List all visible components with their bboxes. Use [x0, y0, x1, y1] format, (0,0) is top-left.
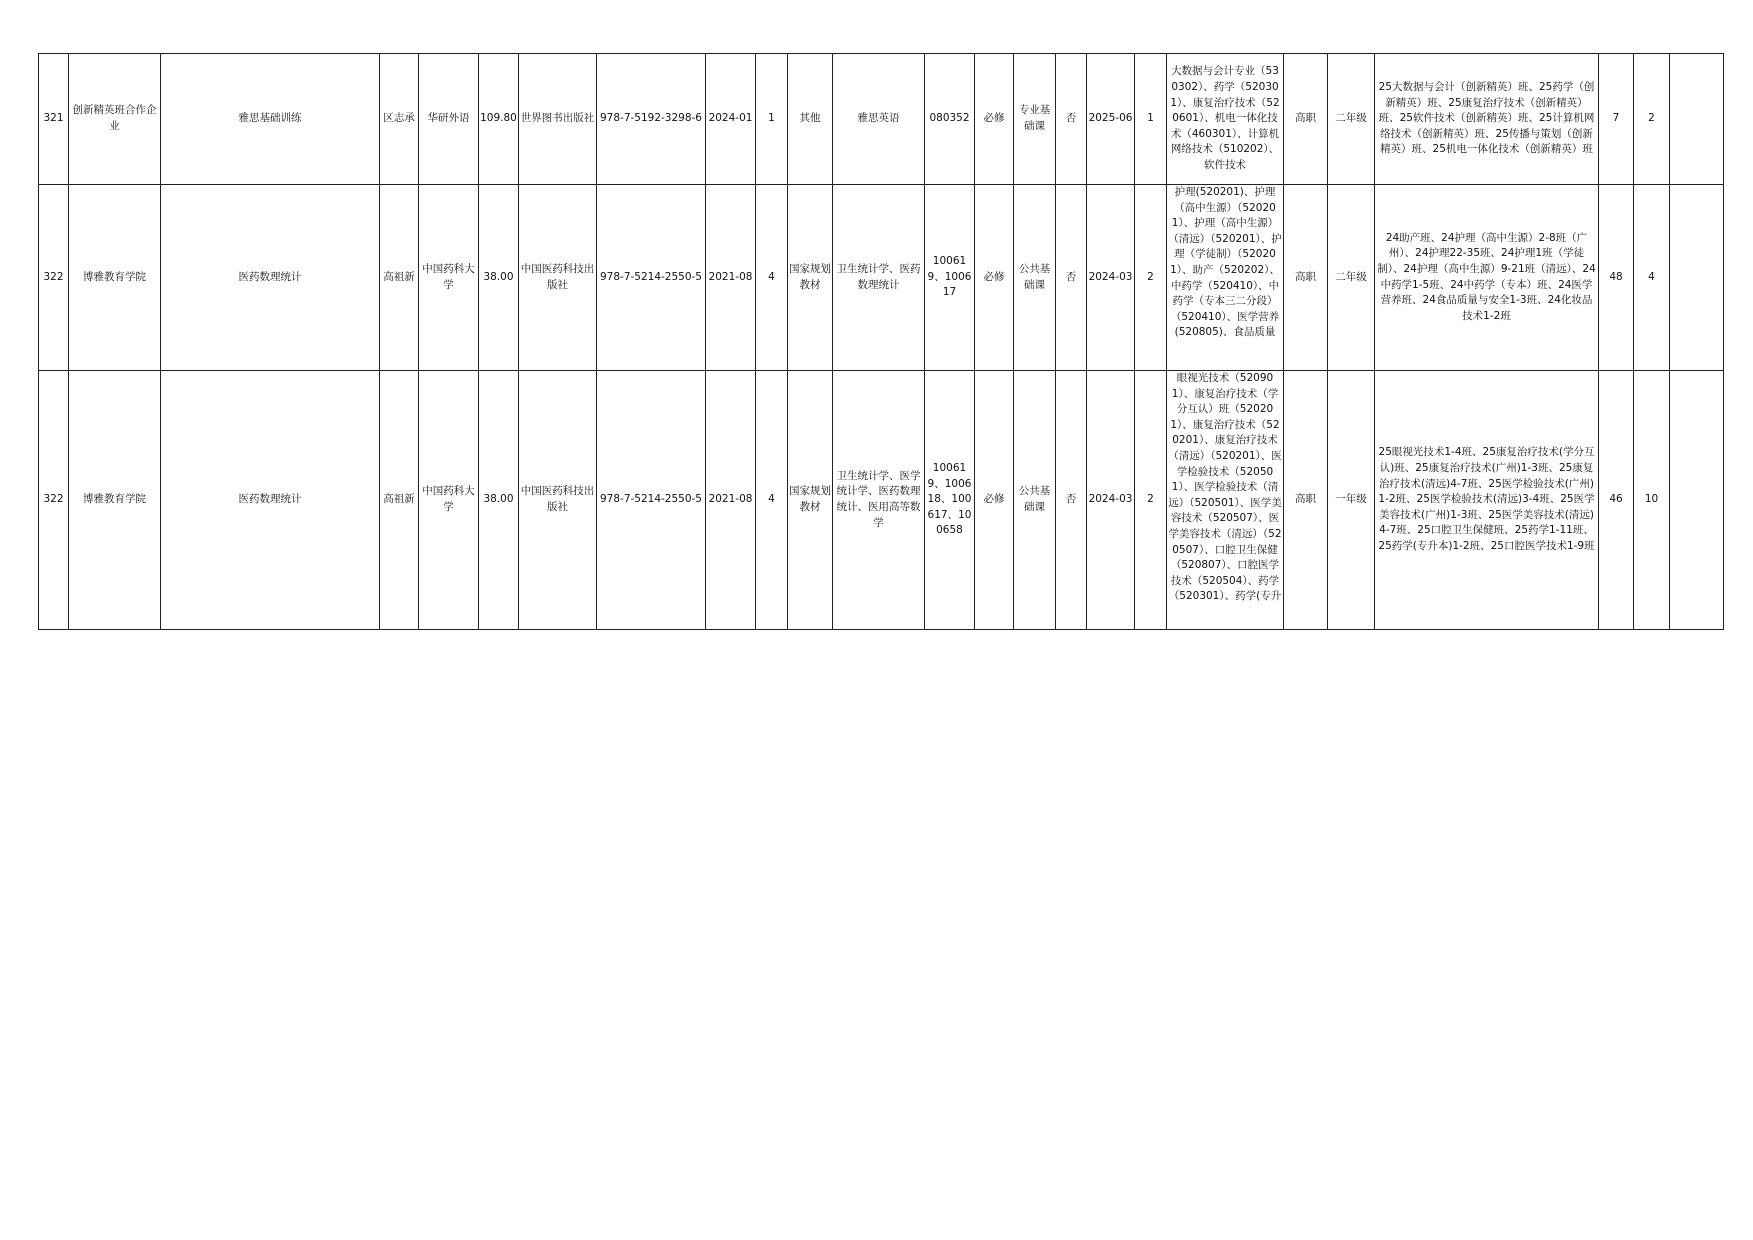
author-cell: 中国药科大学: [419, 371, 479, 630]
price-cell: 38.00: [479, 371, 519, 630]
book-course-cell: 卫生统计学、医学统计学、医药数理统计、医用高等数学: [833, 371, 925, 630]
version-cell: 1: [756, 54, 788, 185]
isbn-cell: 978-7-5192-3298-6: [597, 54, 706, 185]
row-number: 322: [39, 371, 69, 630]
majors-text: 眼视光技术（520901）、康复治疗技术（学分互认）班（520201）、康复治疗技术（520201）、康复治疗技术（清远）（520201）、医学检验技术（520501）、医学检验技术（清远）（520501）、医学美容技术（520507）、医学美容技术（清远）（520507）、口腔卫生保健（520807）、口腔医学技术（520504）、药学（520301）、药学(专升: [1168, 372, 1282, 603]
course-name-cell: 医药数理统计: [161, 371, 380, 630]
version-cell: 4: [756, 185, 788, 371]
book-course-cell: 卫生统计学、医药数理统计: [833, 185, 925, 371]
course-name-cell: 雅思基础训练: [161, 54, 380, 185]
isbn-cell: 978-7-5214-2550-5: [597, 371, 706, 630]
flag-cell: 否: [1056, 185, 1087, 371]
author-cell: 华研外语: [419, 54, 479, 185]
teachers-cell: 4: [1634, 185, 1670, 371]
table-row: [39, 371, 1724, 630]
book-course-cell: 雅思英语: [833, 54, 925, 185]
date-cell: 2025-06: [1087, 54, 1135, 185]
majors-text: 护理(520201)、护理（高中生源）（520201）、护理（高中生源）（清远）（520201）、护理（学徒制）（520201）、助产（520202）、中药学（520410）、中药学（专本三二分段）（520410）、医学营养(520805)、食品质量: [1168, 186, 1282, 339]
category-cell: 其他: [788, 54, 833, 185]
textbook-order-table: [38, 53, 1724, 630]
course-type-cell: 专业基础课: [1014, 54, 1056, 185]
majors-cell: 大数据与会计专业（530302）、药学（520301）、康复治疗技术（520601）、机电一体化技术（460301）、计算机网络技术（510202）、软件技术: [1167, 54, 1284, 185]
date-cell: 2024-03: [1087, 371, 1135, 630]
students-cell: 46: [1599, 371, 1634, 630]
course-code-cell: 080352: [925, 54, 975, 185]
teacher-cell: 区志承: [380, 54, 419, 185]
table-row: [39, 54, 1724, 185]
course-type-cell: 公共基础课: [1014, 185, 1056, 371]
students-cell: 48: [1599, 185, 1634, 371]
price-cell: 38.00: [479, 185, 519, 371]
row-number: 322: [39, 185, 69, 371]
course-code-cell: 100619、100617: [925, 185, 975, 371]
quantity-cell: 2: [1135, 185, 1167, 371]
level-cell: 高职: [1284, 185, 1328, 371]
college-cell: 博雅教育学院: [69, 371, 161, 630]
teachers-cell: 2: [1634, 54, 1670, 185]
classes-cell: 25眼视光技术1-4班、25康复治疗技术(学分互认)班、25康复治疗技术(广州)1-3班、25康复治疗技术(清远)4-7班、25医学检验技术(广州)1-2班、25医学检验技术(清远)3-4班、25医学美容技术(广州)1-3班、25医学美容技术(清远)4-7班、25口腔卫生保健班、25药学1-11班、25药学(专升本)1-2班、25口腔医学技术1-9班: [1375, 371, 1599, 630]
grade-cell: 二年级: [1328, 185, 1375, 371]
required-cell: 必修: [975, 371, 1014, 630]
quantity-cell: 1: [1135, 54, 1167, 185]
empty-cell: [1670, 54, 1724, 185]
price-cell: 109.80: [479, 54, 519, 185]
publisher-cell: 中国医药科技出版社: [519, 185, 597, 371]
row-number: 321: [39, 54, 69, 185]
date-cell: 2024-03: [1087, 185, 1135, 371]
college-cell: 创新精英班合作企业: [69, 54, 161, 185]
version-cell: 4: [756, 371, 788, 630]
majors-cell: [1167, 185, 1284, 371]
college-cell: 博雅教育学院: [69, 185, 161, 371]
course-type-cell: 公共基础课: [1014, 371, 1056, 630]
teacher-cell: 高祖新: [380, 371, 419, 630]
course-code-cell: 100619、100618、100617、100658: [925, 371, 975, 630]
edition-date-cell: 2021-08: [706, 185, 756, 371]
required-cell: 必修: [975, 185, 1014, 371]
majors-cell: [1167, 371, 1284, 630]
grade-cell: 二年级: [1328, 54, 1375, 185]
level-cell: 高职: [1284, 371, 1328, 630]
empty-cell: [1670, 185, 1724, 371]
flag-cell: 否: [1056, 54, 1087, 185]
flag-cell: 否: [1056, 371, 1087, 630]
edition-date-cell: 2024-01: [706, 54, 756, 185]
teachers-cell: 10: [1634, 371, 1670, 630]
empty-cell: [1670, 371, 1724, 630]
classes-cell: 25大数据与会计（创新精英）班、25药学（创新精英）班、25康复治疗技术（创新精英）班、25软件技术（创新精英）班、25计算机网络技术（创新精英）班、25传播与策划（创新精英）班、25机电一体化技术（创新精英）班: [1375, 54, 1599, 185]
teacher-cell: 高祖新: [380, 185, 419, 371]
grade-cell: 一年级: [1328, 371, 1375, 630]
category-cell: 国家规划教材: [788, 371, 833, 630]
category-cell: 国家规划教材: [788, 185, 833, 371]
publisher-cell: 中国医药科技出版社: [519, 371, 597, 630]
edition-date-cell: 2021-08: [706, 371, 756, 630]
required-cell: 必修: [975, 54, 1014, 185]
classes-cell: 24助产班、24护理（高中生源）2-8班（广州）、24护理22-35班、24护理1班（学徒制）、24护理（高中生源）9-21班（清远）、24中药学1-5班、24中药学（专本）班、24医学营养班、24食品质量与安全1-3班、24化妆品技术1-2班: [1375, 185, 1599, 371]
author-cell: 中国药科大学: [419, 185, 479, 371]
students-cell: 7: [1599, 54, 1634, 185]
isbn-cell: 978-7-5214-2550-5: [597, 185, 706, 371]
publisher-cell: 世界图书出版社: [519, 54, 597, 185]
table-row: [39, 185, 1724, 371]
quantity-cell: 2: [1135, 371, 1167, 630]
level-cell: 高职: [1284, 54, 1328, 185]
course-name-cell: 医药数理统计: [161, 185, 380, 371]
